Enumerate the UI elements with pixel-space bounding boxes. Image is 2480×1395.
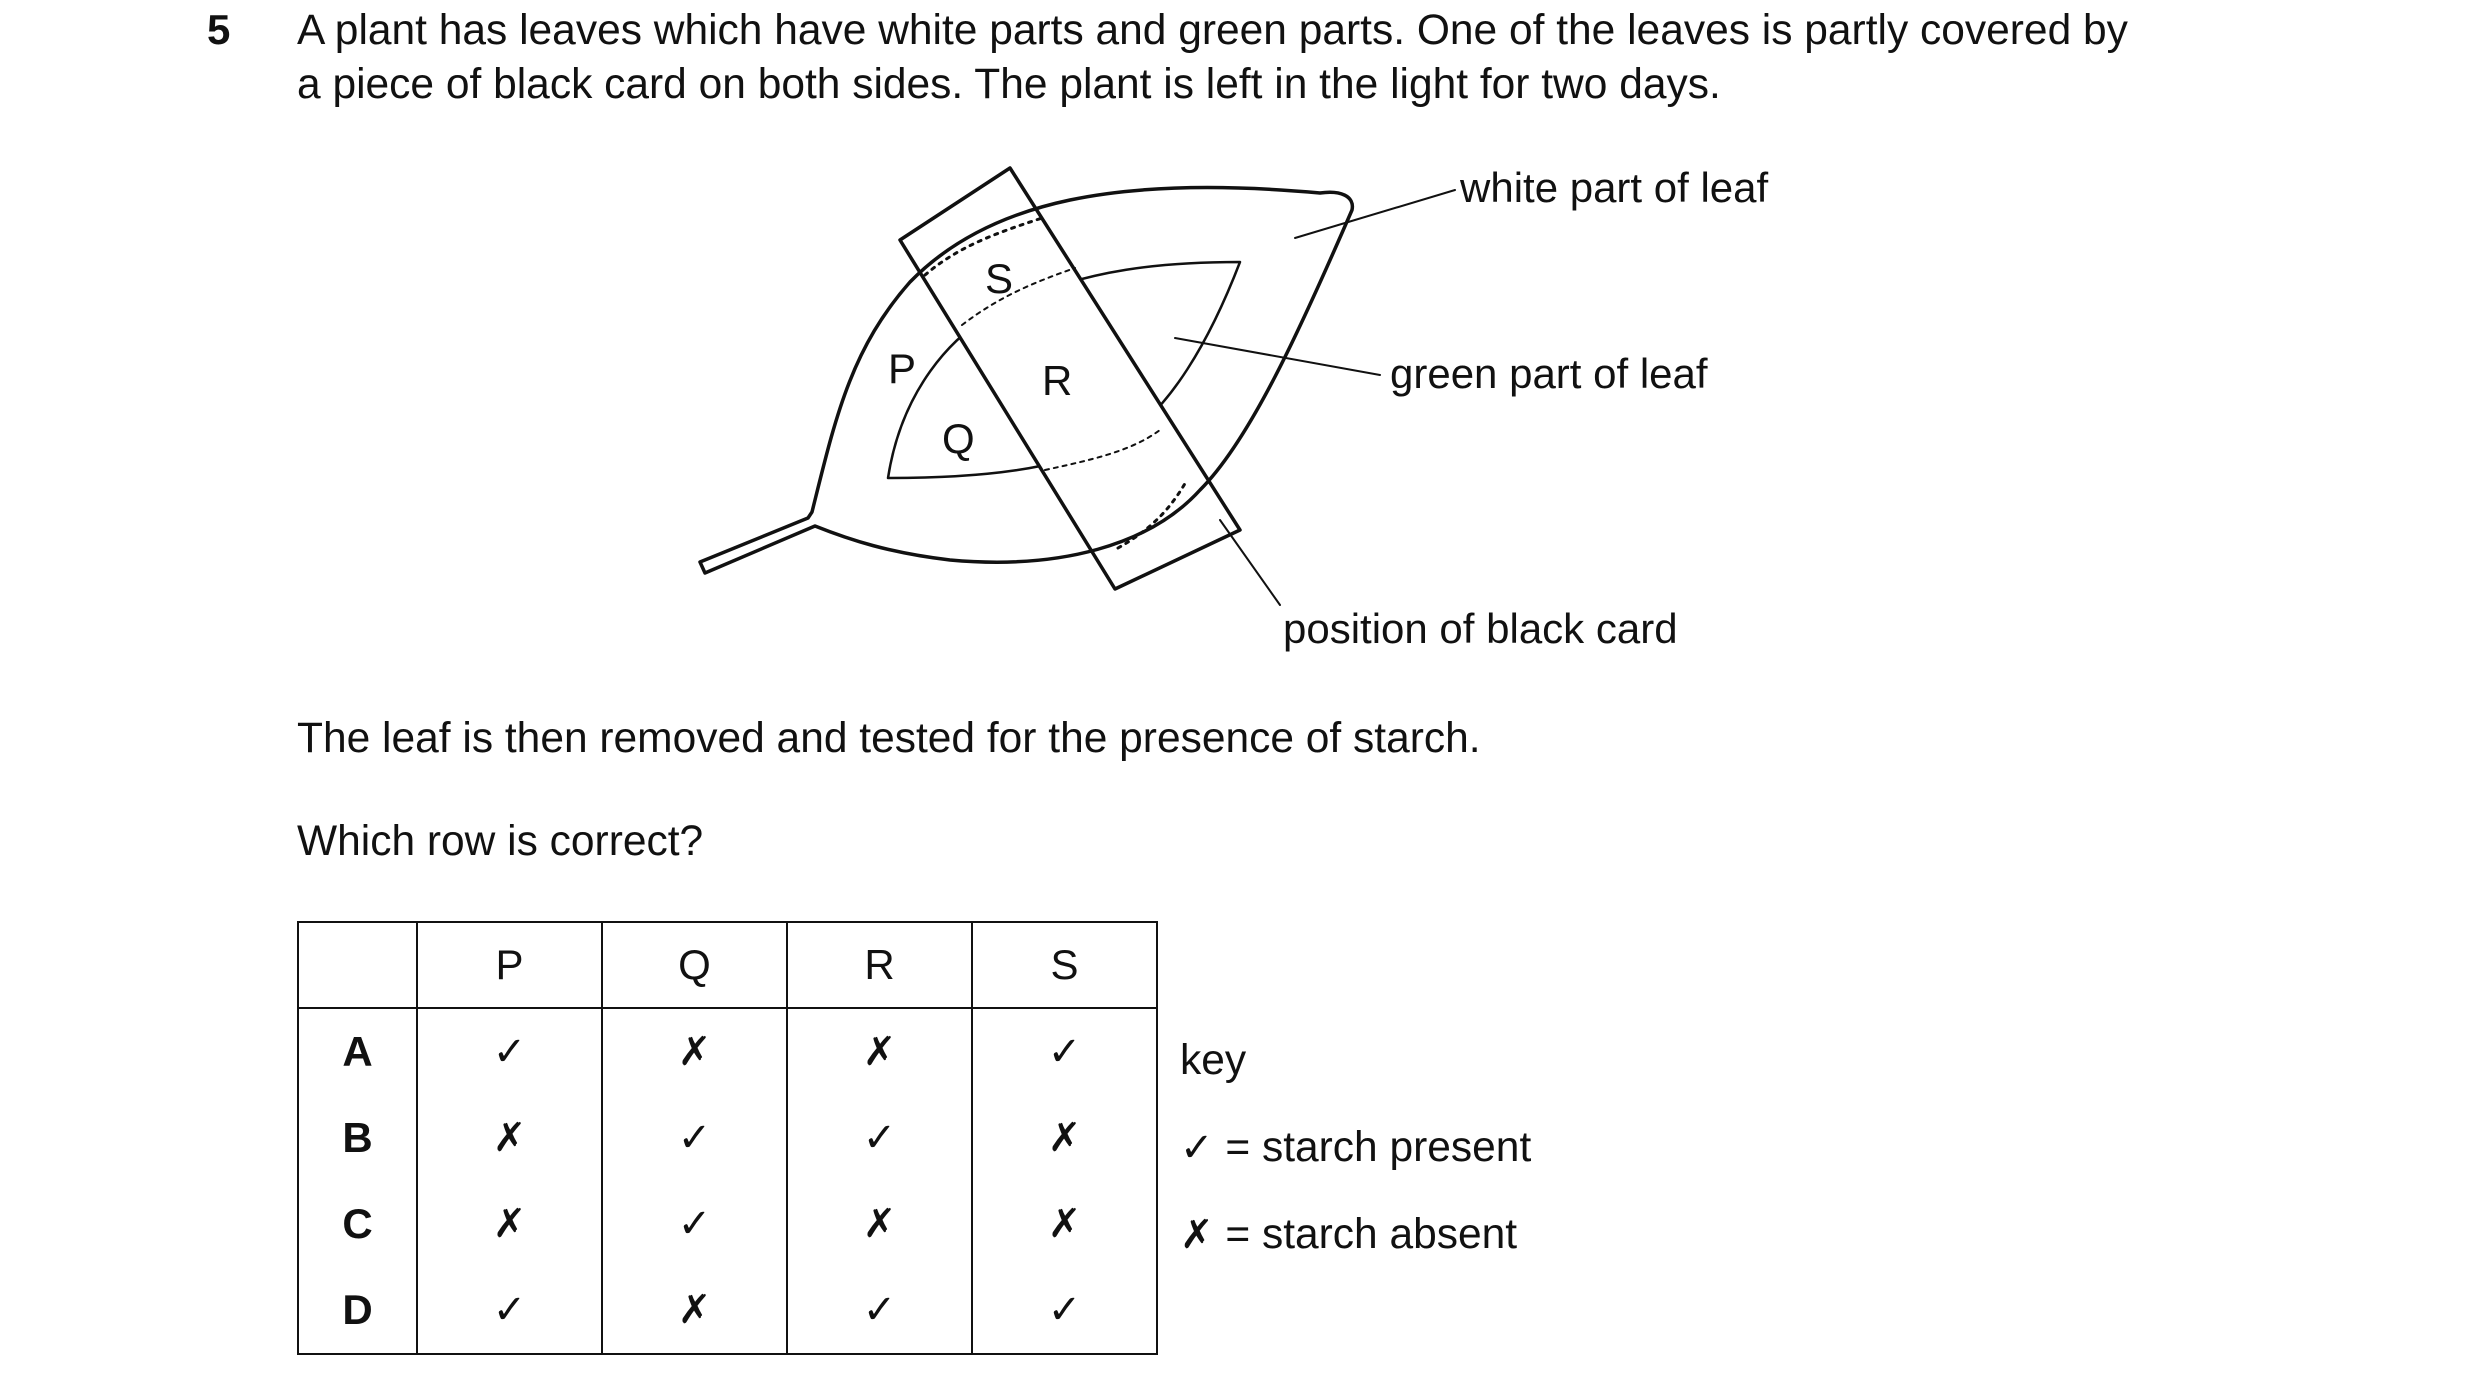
table-cell: ✗	[417, 1181, 602, 1267]
region-label-r: R	[1042, 357, 1073, 404]
table-cell: ✗	[602, 1267, 787, 1354]
table-cell: ✗	[602, 1008, 787, 1095]
region-label-q: Q	[942, 415, 975, 462]
table-row-a[interactable]	[298, 1008, 1157, 1095]
row-label: B	[298, 1095, 417, 1181]
table-header-s: S	[972, 922, 1157, 1008]
table-header-row	[298, 922, 1157, 1008]
table-cell: ✓	[417, 1008, 602, 1095]
table-cell: ✗	[787, 1008, 972, 1095]
region-label-p: P	[888, 345, 917, 392]
key-present-text: = starch present	[1225, 1124, 1532, 1171]
table-header-q: Q	[602, 922, 787, 1008]
table-cell: ✓	[972, 1008, 1157, 1095]
leaf-outline	[700, 187, 1352, 573]
cross-icon: ✗	[1180, 1212, 1214, 1258]
table-cell: ✓	[417, 1267, 602, 1354]
green-outline-hidden	[1045, 430, 1160, 470]
row-label: C	[298, 1181, 417, 1267]
table-row-c[interactable]	[298, 1181, 1157, 1267]
table-cell: ✓	[787, 1267, 972, 1354]
check-icon: ✓	[1180, 1125, 1214, 1171]
region-label-s: S	[985, 255, 1014, 302]
leaf-outline-hidden	[925, 218, 1042, 275]
table-cell: ✓	[972, 1267, 1157, 1354]
black-card-leader	[1220, 520, 1280, 605]
table-cell: ✗	[972, 1181, 1157, 1267]
table-row-d[interactable]	[298, 1267, 1157, 1354]
green-part-label: green part of leaf	[1390, 350, 1708, 397]
table-cell: ✓	[602, 1181, 787, 1267]
table-cell: ✓	[787, 1095, 972, 1181]
instruction-text: The leaf is then removed and tested for the presence of starch.	[297, 715, 1481, 762]
question-number: 5	[207, 6, 231, 53]
key-absent	[1180, 1211, 1517, 1259]
key-absent-text: = starch absent	[1225, 1211, 1518, 1258]
question-prompt: Which row is correct?	[297, 818, 704, 865]
black-card-label: position of black card	[1283, 605, 1678, 652]
key-present	[1180, 1124, 1531, 1172]
table-cell: ✗	[787, 1181, 972, 1267]
answer-table	[297, 921, 1158, 1355]
table-header-blank	[298, 922, 417, 1008]
row-label: D	[298, 1267, 417, 1354]
question-text-line-1: A plant has leaves which have white parts and green parts. One of the leaves is partly covered by	[297, 7, 2128, 54]
key-title: key	[1180, 1037, 1247, 1084]
table-cell: ✗	[972, 1095, 1157, 1181]
white-part-label: white part of leaf	[1460, 164, 1769, 211]
row-label: A	[298, 1008, 417, 1095]
question-text-line-2: a piece of black card on both sides. The plant is left in the light for two days.	[297, 61, 1721, 108]
table-header-r: R	[787, 922, 972, 1008]
table-header-p: P	[417, 922, 602, 1008]
green-outline-hidden	[962, 268, 1075, 325]
table-row-b[interactable]	[298, 1095, 1157, 1181]
table-cell: ✗	[417, 1095, 602, 1181]
table-cell: ✓	[602, 1095, 787, 1181]
white-part-leader	[1295, 190, 1455, 238]
